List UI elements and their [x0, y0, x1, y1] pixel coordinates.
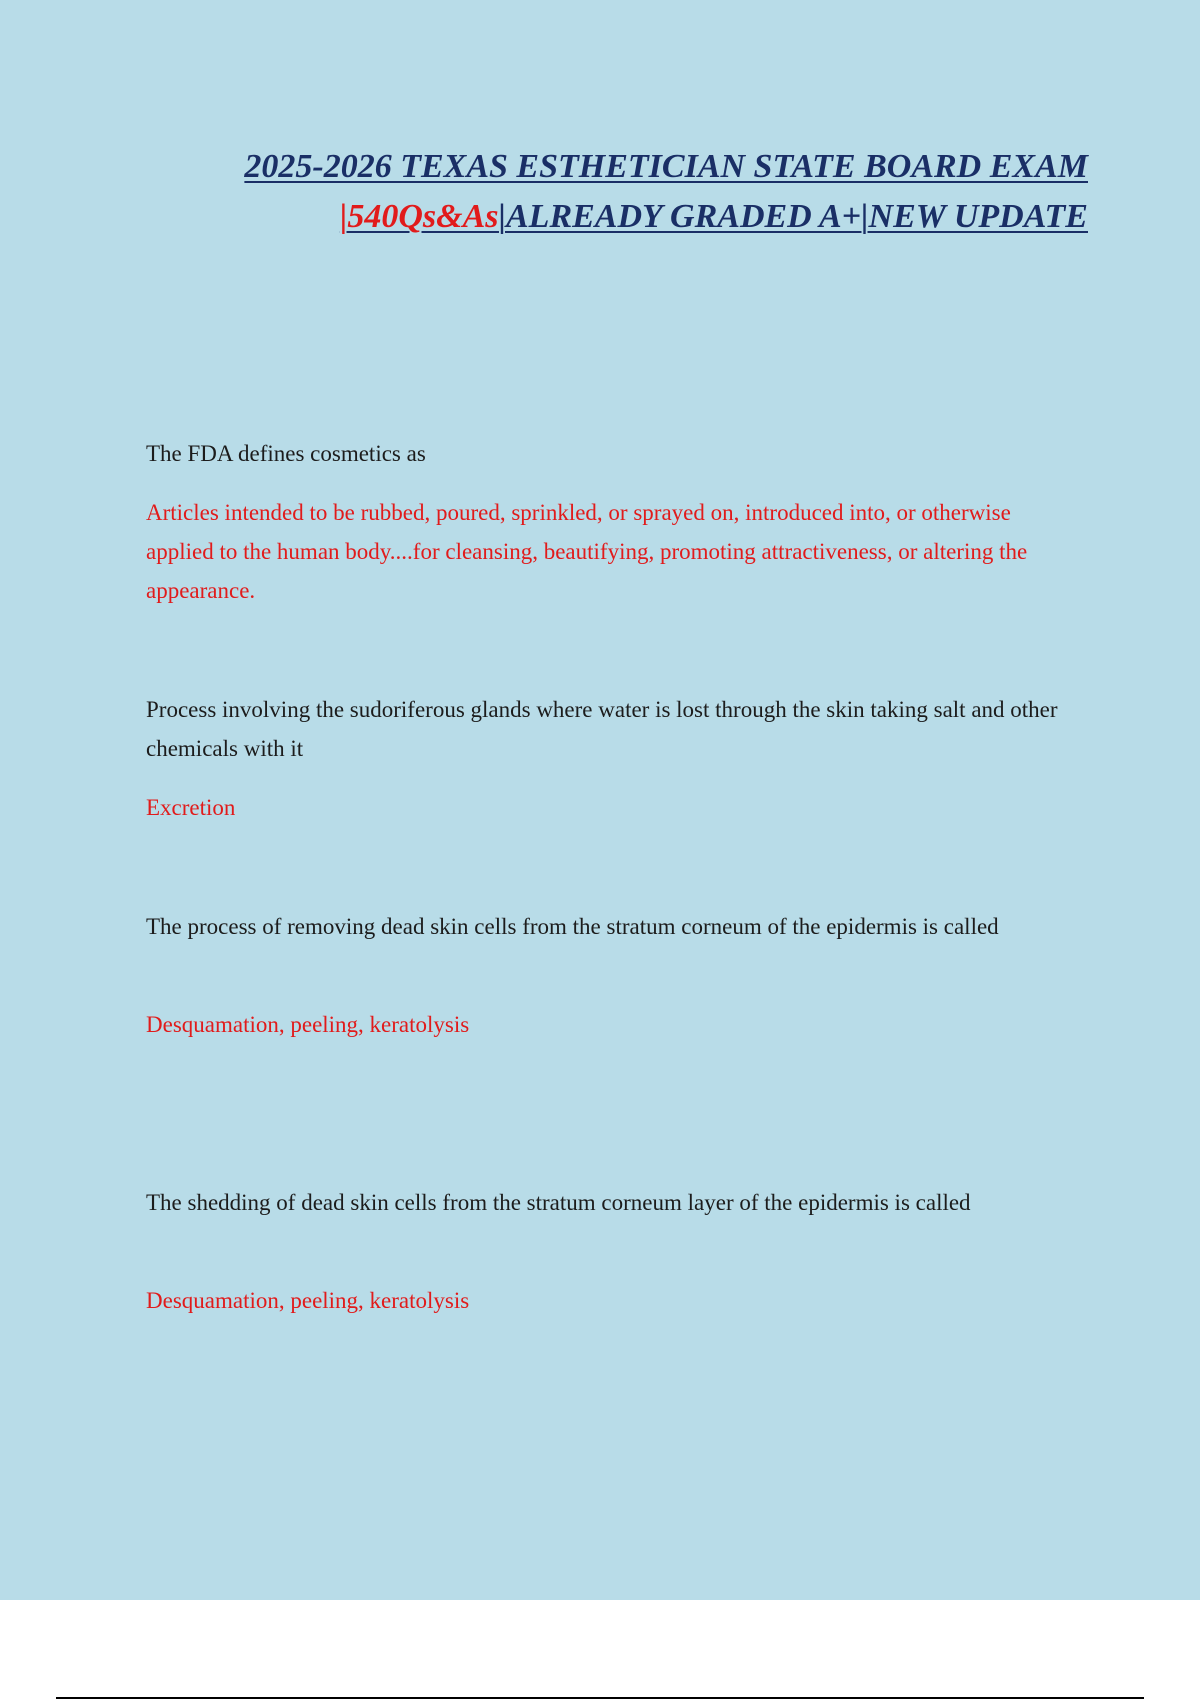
title-question-count: |540Qs&As [339, 198, 499, 235]
answer-4: Desquamation, peeling, keratolysis [146, 1288, 470, 1313]
document-title [200, 142, 1088, 242]
question-2: Process involving the sudoriferous glands where water is lost through the skin taking salt and other chemicals with it [146, 697, 1058, 761]
question-3: The process of removing dead skin cells from the stratum corneum of the epidermis is called [146, 914, 999, 939]
answer-2: Excretion [146, 795, 236, 820]
title-text-part1: 2025-2026 TEXAS ESTHETICIAN STATE BOARD EXAM [244, 148, 1088, 185]
question-1: The FDA defines cosmetics as [146, 441, 426, 466]
title-text-part2: |ALREADY GRADED A+|NEW UPDATE [498, 198, 1088, 235]
footer-divider [56, 1697, 1144, 1699]
answer-3: Desquamation, peeling, keratolysis [146, 1012, 470, 1037]
answer-1: Articles intended to be rubbed, poured, sprinkled, or sprayed on, introduced into, or otherwise applied to the human body....for cleansing, beautifying, promoting attractiveness, or altering the appearance. [146, 500, 1028, 603]
question-4: The shedding of dead skin cells from the stratum corneum layer of the epidermis is called [146, 1190, 971, 1215]
